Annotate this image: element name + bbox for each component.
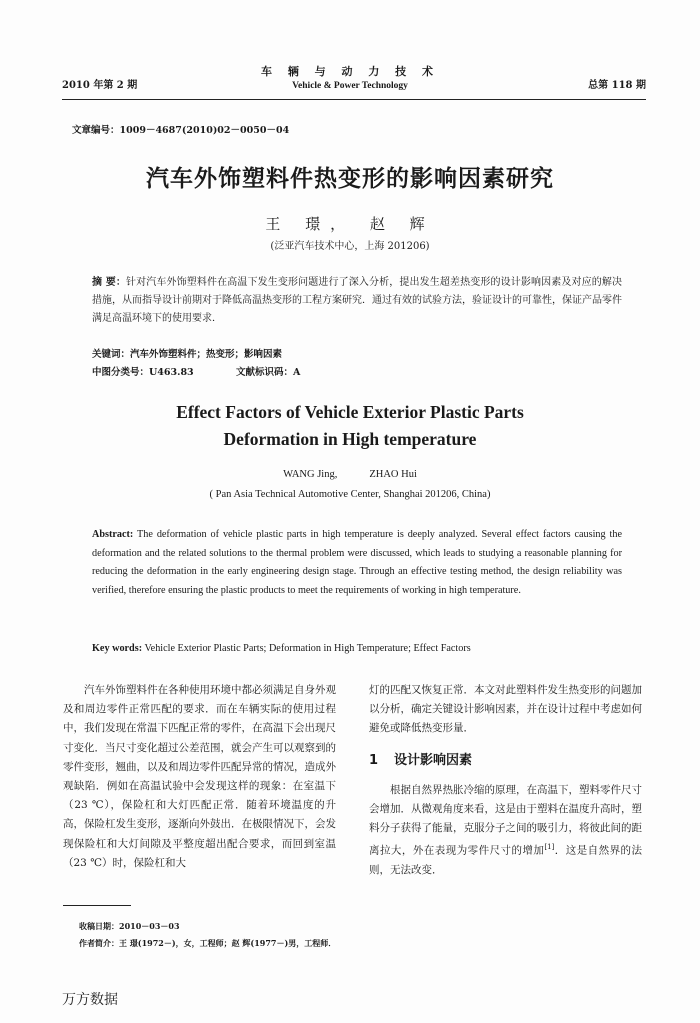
- authors-cn: 王 璟， 赵 辉: [265, 215, 435, 233]
- author-en-1: WANG Jing,: [283, 469, 338, 480]
- clc-number: [92, 364, 194, 378]
- title-cn: 汽车外饰塑料件热变形的影响因素研究: [146, 166, 554, 192]
- section-title: 设计影响因素: [394, 752, 473, 768]
- abstract-en-label: Abstract:: [92, 529, 134, 540]
- citation-ref[interactable]: [1]: [544, 843, 555, 852]
- keywords-cn-text: 汽车外饰塑料件；热变形；影响因素: [130, 349, 283, 360]
- section-heading: [369, 751, 642, 770]
- affiliation-cn: (泛亚汽车技术中心，上海 201206): [270, 241, 430, 252]
- watermark: 万方数据: [62, 992, 118, 1008]
- keywords-en: [92, 643, 471, 654]
- footnote-rule: [63, 905, 131, 906]
- header-rule: [62, 99, 646, 100]
- body-paragraph-text: 根据自然界热胀冷缩的原理，在高温下，塑料零件尺寸会增加．从微观角度来看，这是由于塑料在温度升高时，塑料分子获得了能量，克服分子之间的吸引力，将彼此间的距离拉大，外在表现为零件尺寸的增加: [369, 783, 642, 857]
- keywords-cn: [92, 346, 282, 360]
- footnote-author-bio: 作者简介：王 璟(1972－)，女，工程师；赵 辉(1977－)男，工程师．: [79, 938, 337, 948]
- abstract-en: [92, 526, 622, 600]
- section-number: 1: [369, 752, 379, 768]
- doc-code-value: A: [293, 367, 301, 378]
- abstract-cn: [92, 274, 622, 328]
- author-en-2: ZHAO Hui: [369, 469, 417, 480]
- body-column-right: [369, 681, 642, 880]
- abstract-cn-text: 针对汽车外饰塑料件在高温下发生变形问题进行了深入分析，提出发生超差热变形的设计影响因素及对应的解决措施，从而指导设计前期对于降低高温热变形的工程方案研究．通过有效的试验方法，验证设计的可靠性，保证产品零件满足高温环境下的使用要求．: [92, 277, 622, 324]
- journal-name-en: Vehicle & Power Technology: [292, 81, 408, 91]
- footnote-received: 收稿日期：2010－03－03: [79, 921, 180, 931]
- body-paragraph: [369, 781, 642, 881]
- journal-name-cn: 车 辆 与 动 力 技 术: [261, 65, 439, 78]
- clc-label: 中图分类号：: [92, 367, 150, 378]
- article-number: 文章编号：1009－4687(2010)02－0050－04: [72, 125, 290, 136]
- abstract-en-text: The deformation of vehicle plastic parts in high temperature is deeply analyzed. Several effect factors causing the deformation and the related solutions to the thermal problem were discussed, which leads to studying a reasonable planning for reducing the deformation in the early engineering design stage. Through an effective testing method, the design reliability was verified, therefore ensuring the plastic products to meet the requirements of working in high temperature.: [92, 529, 622, 596]
- keywords-en-text: Vehicle Exterior Plastic Parts; Deformation in High Temperature; Effect Factors: [142, 643, 471, 654]
- keywords-cn-label: 关键词：: [92, 349, 131, 360]
- body-paragraph-end: ．这是自然界的法则，无法改变．: [369, 844, 643, 877]
- clc-value: U463.83: [149, 367, 194, 378]
- serial-number: 总第 118 期: [588, 80, 646, 91]
- doc-code-label: 文献标识码：: [236, 367, 294, 378]
- body-column-left: [63, 681, 336, 873]
- title-en: [0, 399, 700, 453]
- body-paragraph: 灯的匹配又恢复正常．本文对此塑料件发生热变形的问题加以分析，确定关键设计影响因素，并在设计过程中考虑如何避免或降低热变形量．: [369, 684, 642, 735]
- issue-label: 2010 年第 2 期: [62, 80, 138, 91]
- authors-en: [0, 469, 700, 480]
- body-paragraph: 汽车外饰塑料件在各种使用环境中都必须满足自身外观及和周边零件正常匹配的要求．而在车辆实际的使用过程中，我们发现在常温下匹配正常的零件，在高温下会出现尺寸变化．当尺寸变化超过公差范围，就会产生可以观察到的零件变形，翘曲，以及和周边零件匹配异常的情况，造成外观缺陷．例如在高温试验中会发现这样的现象：在室温下（23 ℃），保险杠和大灯匹配正常．随着环境温度的升高，保险杠发生变形，逐渐向外鼓出．在极限情况下，会发现保险杠和大灯间隙及平整度超出配合要求，而回到室温（23 ℃）时，保险杠和大: [63, 684, 336, 869]
- document-code: [236, 364, 300, 378]
- abstract-cn-label: 摘 要：: [92, 277, 126, 288]
- title-en-line2: Deformation in High temperature: [223, 429, 477, 449]
- keywords-en-label: Key words:: [92, 643, 143, 654]
- affiliation-en: ( Pan Asia Technical Automotive Center, Shanghai 201206, China): [209, 489, 491, 500]
- title-en-line1: Effect Factors of Vehicle Exterior Plastic Parts: [176, 402, 524, 422]
